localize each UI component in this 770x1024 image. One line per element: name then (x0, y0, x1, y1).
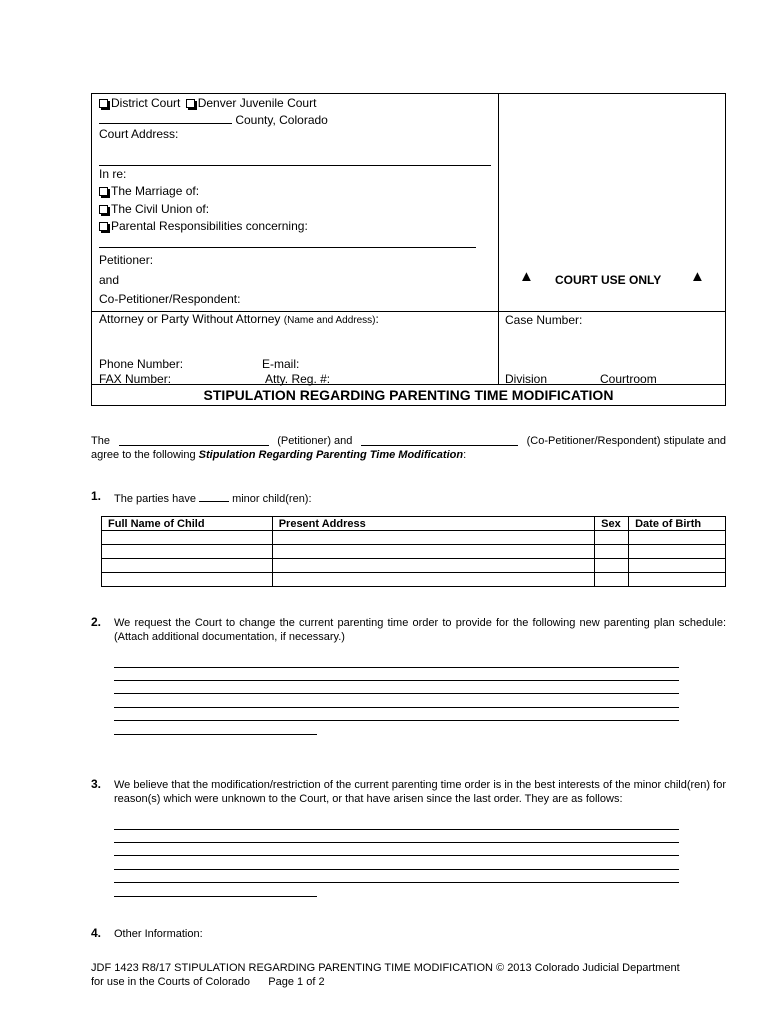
marriage-checkbox[interactable] (99, 187, 108, 196)
caption-box (91, 93, 726, 406)
table-row (102, 531, 726, 545)
denver-juvenile-checkbox[interactable] (186, 99, 195, 108)
cell-dob[interactable] (629, 559, 726, 573)
section-4-text: Other Information: (114, 928, 203, 940)
section-3-line[interactable] (114, 829, 679, 830)
cell-address[interactable] (272, 545, 594, 559)
civil-union-label: The Civil Union of: (111, 202, 210, 216)
parental-checkbox[interactable] (99, 222, 108, 231)
table-row (102, 573, 726, 587)
cell-name[interactable] (102, 573, 273, 587)
header-present-address: Present Address (272, 517, 594, 531)
table-header-row (102, 517, 726, 531)
phone-label: Phone Number: (99, 357, 184, 371)
section-2-line[interactable] (114, 720, 679, 721)
section-3-line[interactable] (114, 855, 679, 856)
intro-line-1: The (Petitioner) and (Co-Petitioner/Respondent) stipulate and (91, 435, 726, 447)
cell-dob[interactable] (629, 545, 726, 559)
denver-juvenile-label: Denver Juvenile Court (197, 96, 317, 110)
cell-dob[interactable] (629, 573, 726, 587)
table-row (102, 559, 726, 573)
petitioner-blank[interactable] (119, 434, 269, 446)
cell-sex[interactable] (595, 545, 629, 559)
section-3-number: 3. (91, 777, 102, 791)
court-address-line[interactable] (99, 165, 491, 166)
cell-name[interactable] (102, 545, 273, 559)
header-date-of-birth: Date of Birth (629, 517, 726, 531)
district-court-checkbox[interactable] (99, 99, 108, 108)
case-number-label: Case Number: (505, 313, 583, 327)
fax-label: FAX Number: (99, 372, 172, 386)
section-3-line[interactable] (114, 896, 317, 897)
header-sex: Sex (595, 517, 629, 531)
table-row (102, 545, 726, 559)
section-1-number: 1. (91, 489, 102, 503)
cell-dob[interactable] (629, 531, 726, 545)
header-full-name: Full Name of Child (102, 517, 273, 531)
caption-divider (498, 93, 499, 384)
section-2-line[interactable] (114, 734, 317, 735)
petitioner-label: Petitioner: (99, 253, 154, 267)
marriage-label: The Marriage of: (111, 184, 200, 198)
attorney-note: (Name and Address) (283, 315, 376, 326)
and-label: and (99, 273, 120, 287)
section-1-text: The parties have minor child(ren): (114, 490, 312, 506)
section-3-text: We believe that the modification/restriction of the current parenting time order is in the best interests of the minor child(ren) for reason(s) which were unknown to the Court, or that have arisen since the last order. They are as follows: (114, 779, 726, 805)
children-table (101, 516, 726, 587)
section-2-line[interactable] (114, 693, 679, 694)
section-2-line[interactable] (114, 667, 679, 668)
parental-option (99, 219, 308, 234)
cell-sex[interactable] (595, 559, 629, 573)
courtroom-label: Courtroom (600, 372, 657, 386)
cell-sex[interactable] (595, 573, 629, 587)
attorney-label: Attorney or Party Without Attorney (Name and Address): (99, 312, 379, 326)
cell-address[interactable] (272, 573, 594, 587)
court-selection (99, 96, 316, 111)
district-court-label: District Court (111, 96, 181, 110)
cell-name[interactable] (102, 559, 273, 573)
parental-label: Parental Responsibilities concerning: (111, 219, 308, 233)
marriage-option (99, 184, 199, 199)
intro-doc-name: Stipulation Regarding Parenting Time Modification (198, 449, 464, 461)
footer-line-2: for use in the Courts of Colorado Page 1 of 2 (91, 976, 325, 988)
triangle-right-icon: ▲ (690, 268, 705, 285)
section-3-line[interactable] (114, 869, 679, 870)
cell-name[interactable] (102, 531, 273, 545)
section-2-number: 2. (91, 615, 102, 629)
section-3-line[interactable] (114, 842, 679, 843)
footer-line-1: JDF 1423 R8/17 STIPULATION REGARDING PARENTING TIME MODIFICATION © 2013 Colorado Judicial Department (91, 962, 680, 974)
co-petitioner-blank[interactable] (361, 434, 518, 446)
triangle-left-icon: ▲ (519, 268, 534, 285)
section-3-line[interactable] (114, 882, 679, 883)
county-line (99, 112, 328, 128)
document-title: STIPULATION REGARDING PARENTING TIME MODIFICATION (203, 387, 614, 403)
cell-sex[interactable] (595, 531, 629, 545)
in-re-label: In re: (99, 167, 127, 181)
section-2-text: We request the Court to change the current parenting time order to provide for the following new parenting plan schedule: (Attach additional documentation, if necessary.) (114, 617, 726, 643)
intro-line-2: agree to the following Stipulation Regarding Parenting Time Modification: (91, 449, 467, 461)
section-4-number: 4. (91, 926, 102, 940)
number-of-children-blank[interactable] (199, 490, 229, 502)
parties-line[interactable] (99, 247, 476, 248)
section-2-line[interactable] (114, 707, 679, 708)
county-blank[interactable] (99, 112, 232, 124)
cell-address[interactable] (272, 531, 594, 545)
court-use-only: COURT USE ONLY (555, 273, 662, 287)
division-label: Division (505, 372, 548, 386)
civil-union-checkbox[interactable] (99, 205, 108, 214)
section-2-line[interactable] (114, 680, 679, 681)
atty-reg-label: Atty. Reg. #: (265, 372, 331, 386)
co-petitioner-label: Co-Petitioner/Respondent: (99, 292, 241, 306)
county-label: County, Colorado (235, 113, 328, 127)
email-label: E-mail: (262, 357, 300, 371)
cell-address[interactable] (272, 559, 594, 573)
court-address-label: Court Address: (99, 127, 179, 141)
civil-union-option (99, 202, 209, 217)
